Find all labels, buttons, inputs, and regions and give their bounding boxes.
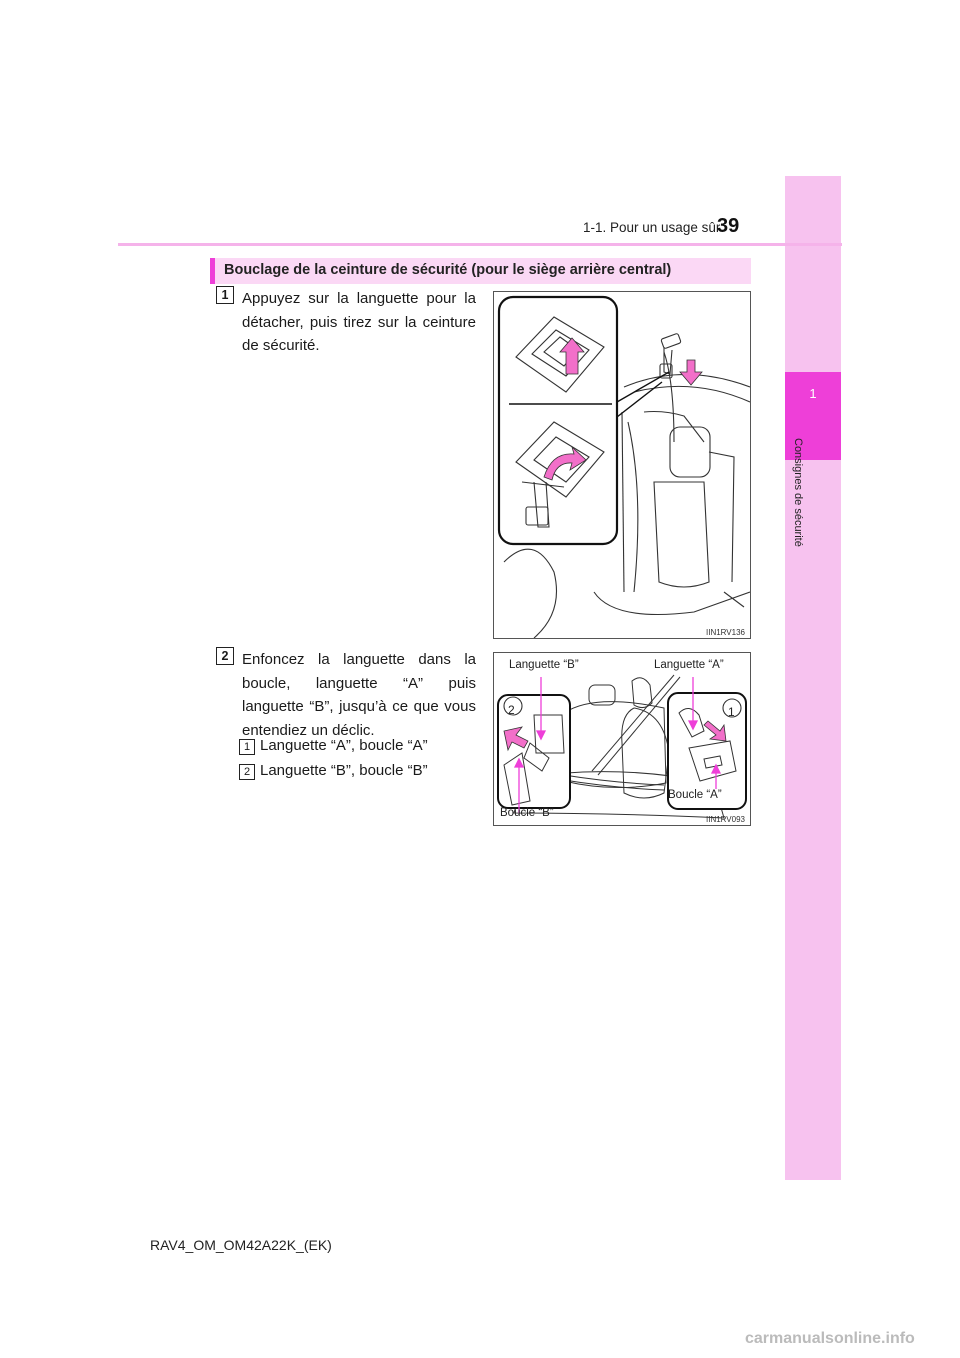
figure-unfasten-belt-illustration bbox=[494, 292, 750, 638]
step-1-text: Appuyez sur la languette pour la détacher, puis tirez sur la ceinture de sécurité. bbox=[242, 290, 476, 354]
figure-code: IIN1RV093 bbox=[706, 815, 745, 824]
step-2-text: Enfoncez la languette dans la boucle, languette “A” puis languette “B”, jusqu’à ce que vous entendiez un déclic. bbox=[242, 651, 476, 739]
callout-buckle-a: Boucle “A” bbox=[668, 789, 722, 801]
figure-fasten-belt bbox=[493, 652, 751, 826]
callout-buckle-b: Boucle “B” bbox=[500, 807, 554, 819]
figure-marker-2: 2 bbox=[508, 703, 515, 717]
sub-item-1-text: Languette “A”, boucle “A” bbox=[260, 737, 428, 754]
figure-code: IIN1RV136 bbox=[706, 628, 745, 637]
callout-tongue-b: Languette “B” bbox=[509, 659, 579, 671]
footer-doc-code: RAV4_OM_OM42A22K_(EK) bbox=[150, 1237, 332, 1253]
watermark: carmanualsonline.info bbox=[745, 1330, 915, 1347]
step-number-2: 2 bbox=[216, 647, 234, 665]
figure-marker-1: 1 bbox=[728, 705, 735, 719]
section-heading: Bouclage de la ceinture de sécurité (pour le siège arrière central) bbox=[224, 262, 672, 278]
sub-item-number-1: 1 bbox=[239, 739, 255, 755]
page-number: 39 bbox=[717, 215, 740, 237]
figure-unfasten-belt bbox=[493, 291, 751, 639]
header-rule bbox=[118, 243, 842, 246]
step-number-1: 1 bbox=[216, 286, 234, 304]
section-heading-accent bbox=[210, 258, 215, 284]
sub-item-2-text: Languette “B”, boucle “B” bbox=[260, 762, 428, 779]
chapter-number: 1 bbox=[809, 386, 817, 401]
chapter-label: Consignes de sécurité bbox=[792, 438, 804, 547]
side-tab bbox=[785, 176, 841, 1180]
sub-item-number-2: 2 bbox=[239, 764, 255, 780]
callout-tongue-a: Languette “A” bbox=[654, 659, 724, 671]
header-section: 1-1. Pour un usage sûr bbox=[583, 220, 721, 235]
